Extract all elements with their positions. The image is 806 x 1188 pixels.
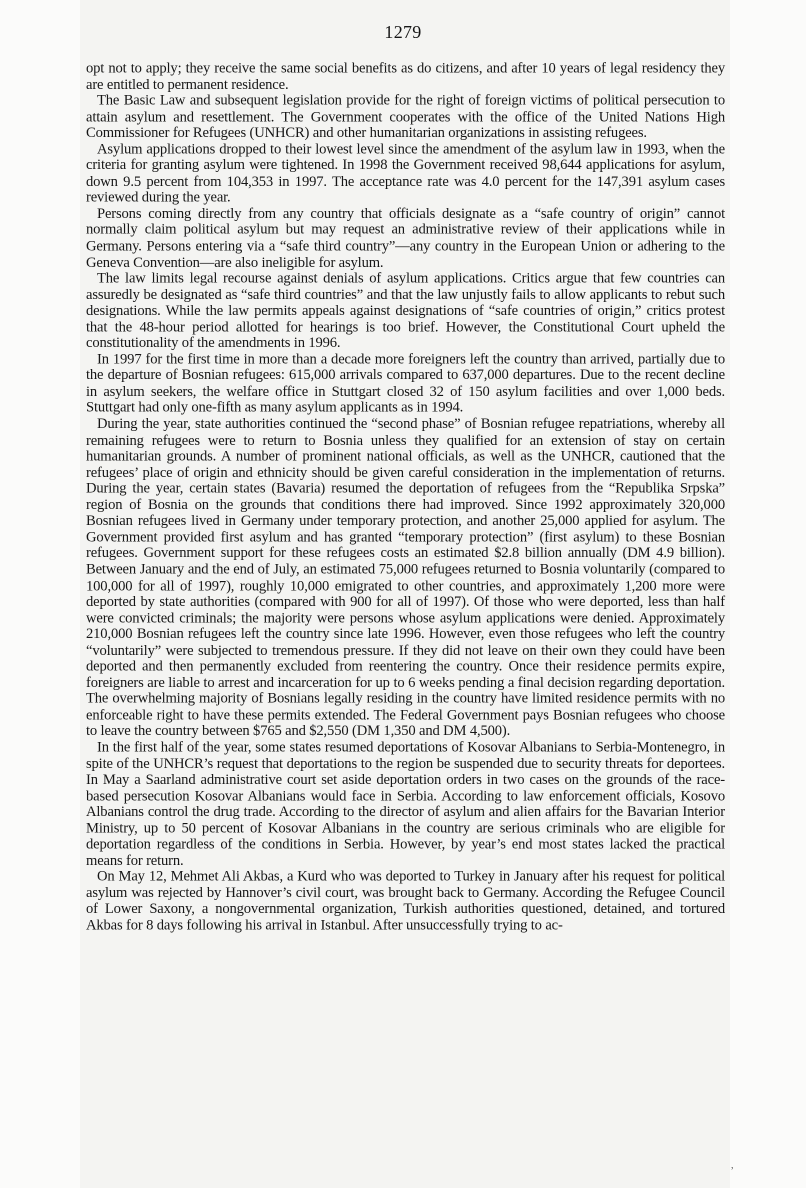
- paragraph-continuation: opt not to apply; they receive the same social benefits as do citizens, and after 10 years of legal residency they are entitled to permanent residence.: [86, 59, 725, 93]
- paragraph-basic-law: The Basic Law and subsequent legislation provide for the right of foreign victims of political persecution to attain asylum and resettlement. The Government cooperates with the office of the United Nations High Commissioner for Refugees (UNHCR) and other humanitarian organizations in assisting refugees.: [86, 92, 725, 142]
- paragraph-safe-country: Persons coming directly from any country that officials designate as a “safe country of origin” cannot normally claim political asylum but may request an administrative review of their applications while in Germany. Persons entering via a “safe third country”—any country in the European Union or adhering to the Geneva Convention—are also ineligible for asylum.: [86, 205, 725, 271]
- paragraph-legal-recourse: The law limits legal recourse against denials of asylum applications. Critics argue that few countries can assuredly be designated as “safe third countries” and that the law unjustly fails to allow applicants to rebut such designations. While the law permits appeals against designations of “safe countries of origin,” critics protest that the 48-hour period allotted for hearings is too brief. However, the Constitutional Court upheld the constitutionality of the amendments in 1996.: [86, 270, 725, 352]
- document-body: [86, 61, 725, 934]
- scan-artifact-mark: ,: [731, 1160, 734, 1171]
- paragraph-akbas-case: On May 12, Mehmet Ali Akbas, a Kurd who was deported to Turkey in January after his request for political asylum was rejected by Hannover’s civil court, was brought back to Germany. According the Refugee Council of Lower Saxony, a nongovernmental organization, Turkish authorities questioned, detained, and tortured Akbas for 8 days following his arrival in Istanbul. After unsuccessfully trying to ac-: [86, 868, 725, 934]
- paragraph-1997-migration: In 1997 for the first time in more than a decade more foreigners left the country than arrived, partially due to the departure of Bosnian refugees: 615,000 arrivals compared to 637,000 departures. Due to the recent decline in asylum seekers, the welfare office in Stuttgart closed 32 of 150 asylum facilities and over 1,000 beds. Stuttgart had only one-fifth as many asylum applicants as in 1994.: [86, 350, 725, 417]
- paragraph-kosovar-deportations: In the first half of the year, some states resumed deportations of Kosovar Albanians to Serbia-Montenegro, in spite of the UNHCR’s request that deportations to the region be suspended due to security threats for deportees. In May a Saarland administrative court set aside deportation orders in two cases on the grounds of the race-based persecution Kosovar Albanians would face in Serbia. According to law enforcement officials, Kosovo Albanians control the drug trade. According to the director of asylum and alien affairs for the Bavarian Interior Ministry, up to 50 percent of Kosovar Albanians in the country are serious criminals who are eligible for deportation regardless of the conditions in Serbia. However, by year’s end most states lacked the practical means for return.: [86, 739, 725, 869]
- page-number: 1279: [384, 22, 422, 42]
- paragraph-asylum-applications: Asylum applications dropped to their lowest level since the amendment of the asylum law in 1993, when the criteria for granting asylum were tightened. In 1998 the Government received 98,644 applications for asylum, down 9.5 percent from 104,353 in 1997. The acceptance rate was 4.0 percent for the 147,391 asylum cases reviewed during the year.: [86, 140, 725, 206]
- paragraph-bosnian-repatriation: During the year, state authorities continued the “second phase” of Bosnian refugee repatriations, whereby all remaining refugees were to return to Bosnia unless they qualified for an extension of stay on certain humanitarian grounds. A number of prominent national officials, as well as the UNHCR, cautioned that the refugees’ place of origin and ethnicity should be given careful consideration in the implementation of returns. During the year, certain states (Bavaria) resumed the deportation of refugees from the “Republika Srpska” region of Bosnia on the grounds that conditions there had improved. Since 1992 approximately 320,000 Bosnian refugees lived in Germany under temporary protection, and another 25,000 applied for asylum. The Government provided first asylum and has granted “temporary protection” (first asylum) to these Bosnian refugees. Government support for these refugees costs an estimated $2.8 billion annually (DM 4.9 billion). Between January and the end of July, an estimated 75,000 refugees returned to Bosnia voluntarily (compared to 100,000 for all of 1997), roughly 10,000 emigrated to other countries, and approximately 1,200 more were deported by state authorities (compared with 900 for all of 1997). Of those who were deported, less than half were convicted criminals; the majority were persons whose asylum applications were denied. Approximately 210,000 Bosnian refugees left the country since late 1996. However, even those refugees who left the country “voluntarily” were subjected to tremendous pressure. If they did not leave on their own they could have been deported and then permanently excluded from reentering the country. Once their residence permits expire, foreigners are liable to arrest and incarceration for up to 6 weeks pending a final decision regarding deportation. The overwhelming majority of Bosnians legally residing in the country have limited residence permits with no enforceable right to have these permits extended. The Federal Government pays Bosnian refugees who choose to leave the country between $765 and $2,550 (DM 1,350 and DM 4,500).: [86, 415, 725, 740]
